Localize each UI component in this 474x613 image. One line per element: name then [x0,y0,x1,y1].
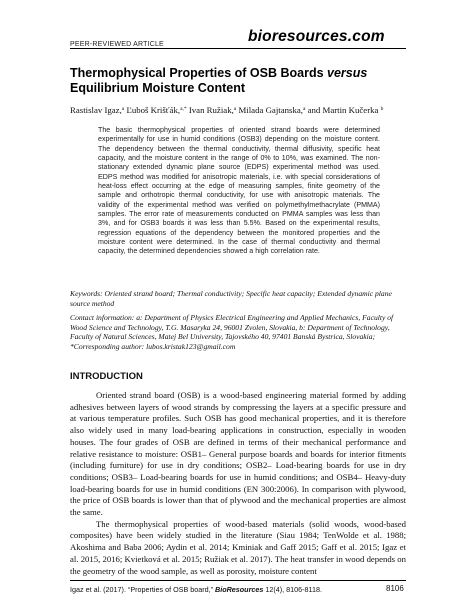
abstract: The basic thermophysical properties of oriented strand boards were determined experimentally for use in humid conditions (OSB3) depending on the moisture content. The dependency between the thermal conductivity, thermal diffusivity, specific heat capacity, and the moisture content in the range of 0% to 10%, was examined. The non-stationary extended dynamic plane source (EDPS) experimental method was used. EDPS method was modified for anisotropic materials, i.e. with special considerations of heat-loss effect occurring at the edge of measuring samples, finite geometry of the sample and orthotropic thermal conductivity, for use with anisotropic materials. The validity of the experimental method was verified on polymethylmethacrylate (PMMA) samples. The error rate of measurements conducted on PMMA samples was less than 3%, and for OSB3 boards it was less than 5.5%. Based on the experimental results, regression equations of the dependency between the monitored properties and the moisture content were determined. In the case of thermal conductivity and thermal capacity, the determined dependencies showed a high correlation rate. [98,126,380,256]
contact-information: Contact information: a: Department of Physics Electrical Engineering and Applied Mechanics, Faculty of Wood Science and Technology, T.G. Masaryka 24, 96001 Zvolen, Slovakia, b: Department of Technology, Faculty of Natural Sciences, Matej Bel University, Tajovského 40, 97401 Banská Bystrica, Slovakia; *Corresponding author: lubos.kristak123@gmail.com [70,313,394,351]
paragraph: The thermophysical properties of wood-based materials (solid woods, wood-based composites) have been widely studied in the literature (Siau 1984; TenWolde et al. 1988; Akoshima and Baba 2006; Aydin et al. 2014; Kminiak and Gaff 2015; Gaff et al. 2015; Igaz et al. 2015, 2016; Kvietková et al. 2015; Ružiak et al. 2017). The heat transfer in wood depends on the geometry of the wood sample, as well as porosity, moisture content [70,518,406,576]
author-affiliation: a [121,106,125,112]
footer-citation [70,585,322,594]
keywords: Keywords: Oriented strand board; Thermal conductivity; Specific heat capacity; Extended dynamic plane source method [70,289,392,308]
author-affiliation: b [380,106,384,112]
page-number: 8106 [386,584,404,593]
paragraph: Oriented strand board (OSB) is a wood-based engineering material formed by adding adhesives between layers of wood strands by compressing the layers at a specific pressure and at various temperature profiles. Such OSB has good mechanical properties, and it is therefore also widely used in many load-bearing applications in construction, especially in wooden houses. The four grades of OSB are defined in terms of their mechanical performance and relative resistance to moisture: OSB1– General purpose boards and boards for interior fitments (including furniture) for use in dry conditions; OSB2– Load-bearing boards for use in dry conditions; OSB3– Load-bearing boards for use in humid conditions; and OSB4– Heavy-duty load-bearing boards for use in humid conditions (EN 300:2006). In comparison with plywood, the price of OSB boards is lower than that of plywood and the mechanical properties are almost the same. [70,390,406,518]
author-list [70,104,410,116]
title-italic: versus [327,66,368,80]
title-part-2: Equilibrium Moisture Content [70,80,245,95]
author-affiliation: a [302,106,306,112]
author-affiliation: a [233,106,237,112]
author-name: and Martin Kučerka [305,105,381,115]
journal-name: BioResources [215,585,264,594]
author-affiliation: a,* [180,106,187,112]
article-title [70,66,410,95]
author-name: Ivan Ružiak, [186,105,234,115]
introduction-body [70,390,406,577]
peer-reviewed-label: PEER-REVIEWED ARTICLE [70,41,164,48]
citation-suffix: 12(4), 8106-8118. [263,585,322,594]
footer-divider [70,580,406,581]
section-heading-introduction: INTRODUCTION [70,371,143,382]
header-divider [70,48,406,49]
author-name: Milada Gajtanska, [236,105,303,115]
author-name: Ľuboš Krišťák, [124,105,181,115]
journal-brand[interactable]: bioresources.com [248,28,385,45]
title-part-1: Thermophysical Properties of OSB Boards [70,66,328,80]
author-name: Rastislav Igaz, [70,105,122,115]
citation-prefix: Igaz et al. (2017). “Properties of OSB board,” [70,585,216,594]
